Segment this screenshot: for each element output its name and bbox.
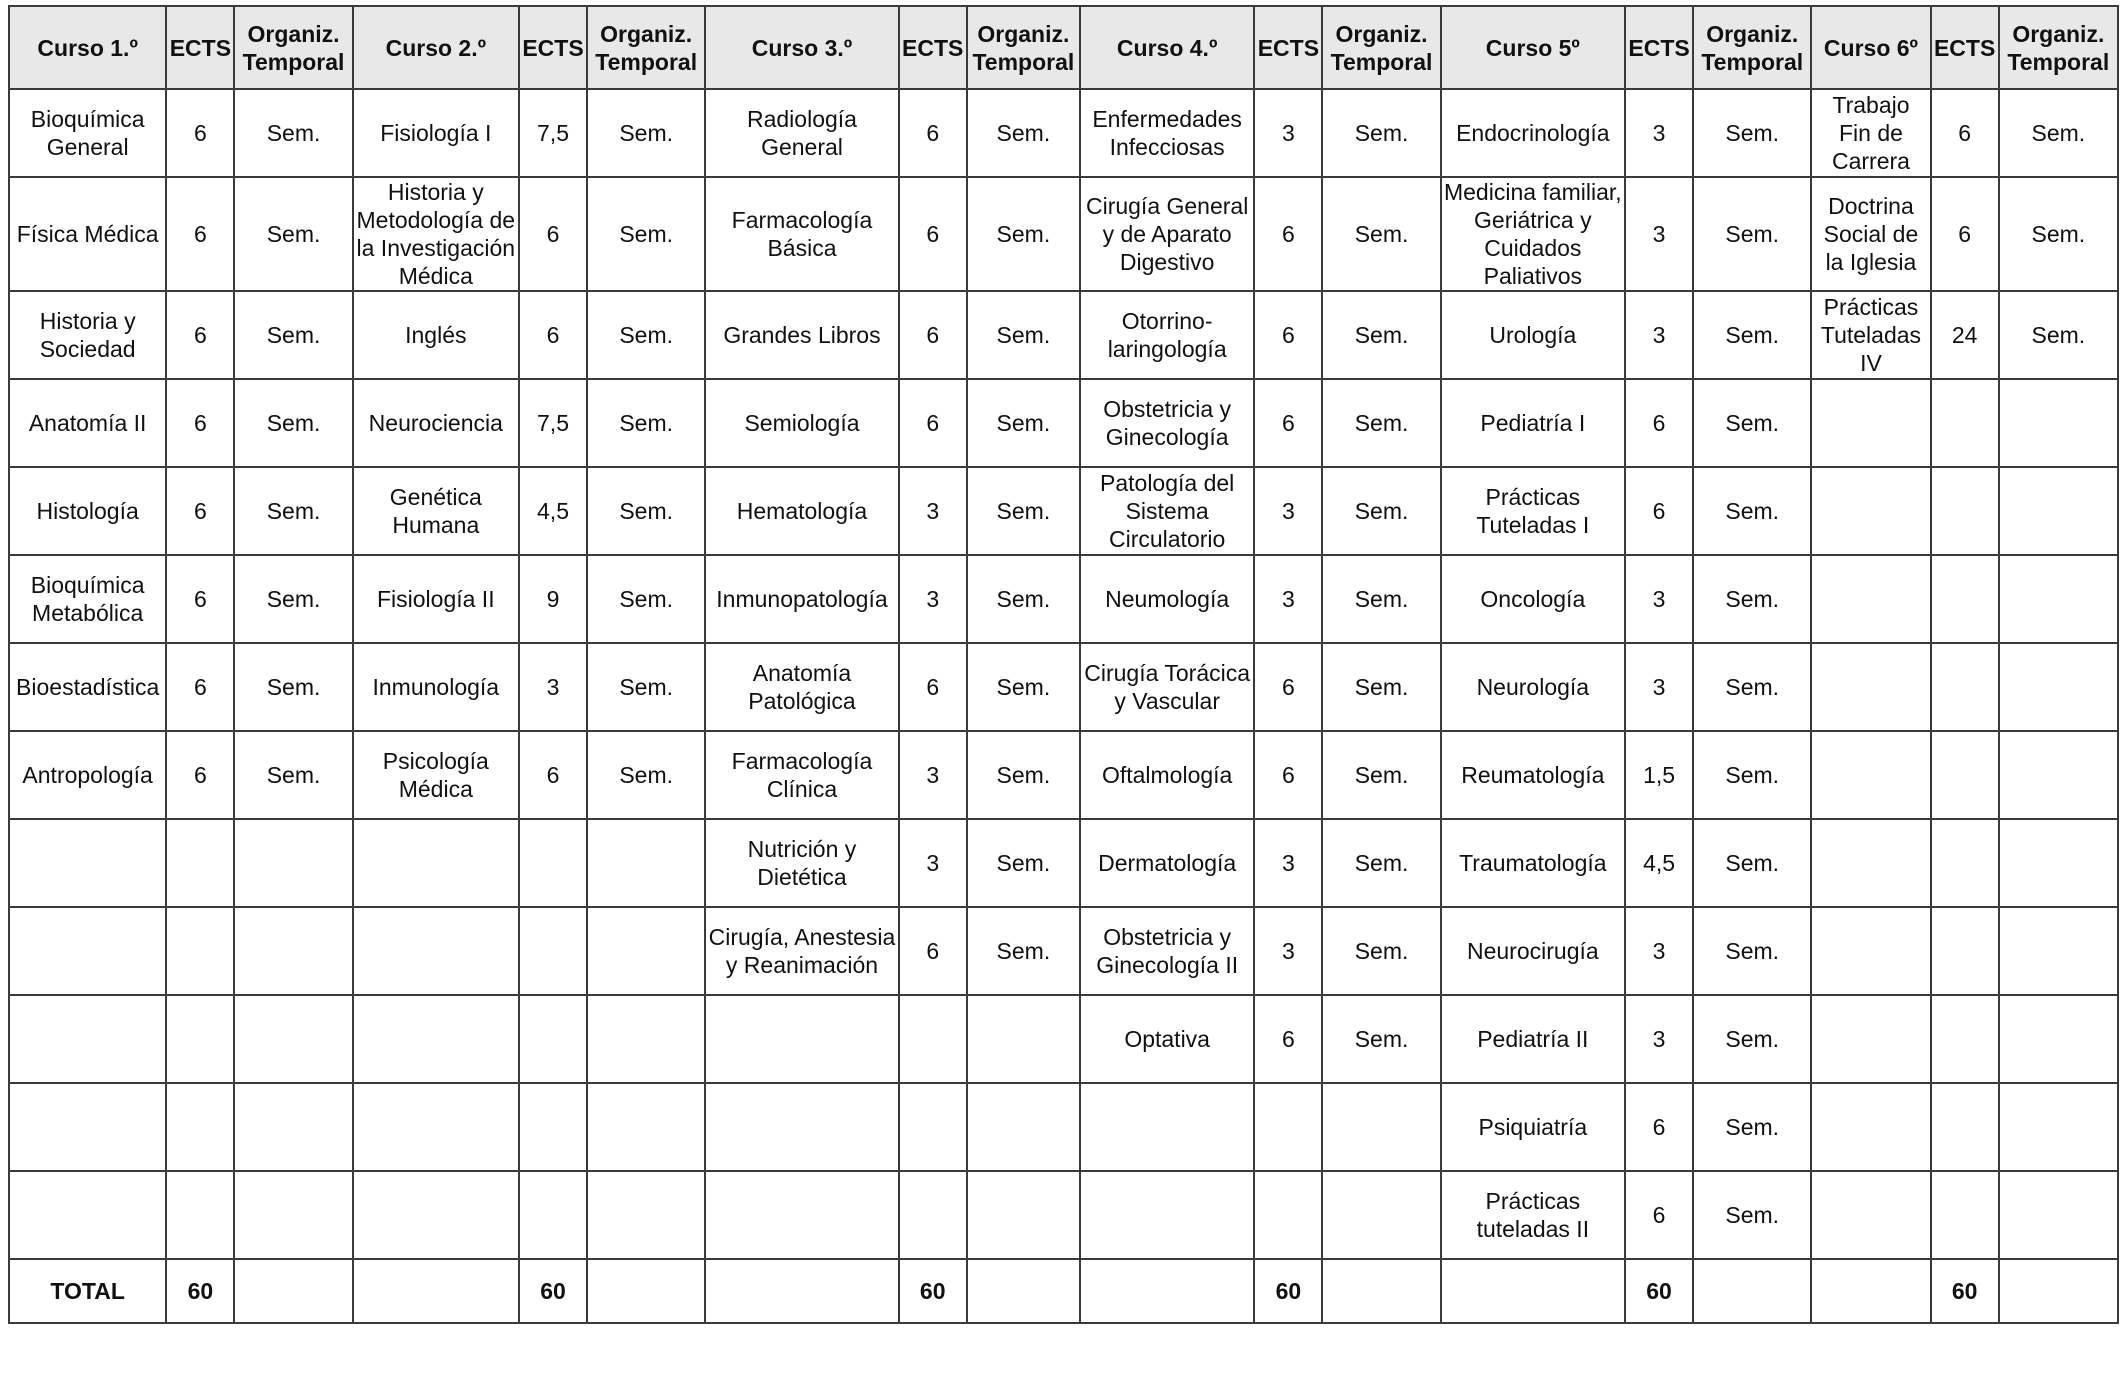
table-cell: Neurociencia	[353, 379, 519, 467]
table-row	[9, 555, 2118, 643]
table-cell: Sem.	[967, 819, 1080, 907]
table-cell	[1322, 1083, 1440, 1171]
table-cell: Sem.	[1693, 89, 1811, 177]
table-cell: Bioquímica Metabólica	[9, 555, 166, 643]
table-cell: 9	[519, 555, 587, 643]
table-cell: 7,5	[519, 89, 587, 177]
table-cell	[1811, 467, 1930, 555]
table-cell: Sem.	[234, 177, 352, 291]
table-row	[9, 1171, 2118, 1259]
total-cell: 60	[1625, 1259, 1693, 1323]
table-cell: Sem.	[1322, 731, 1440, 819]
table-cell	[234, 819, 352, 907]
table-cell	[353, 1083, 519, 1171]
table-cell: Anatomía Patológica	[705, 643, 898, 731]
table-cell: Sem.	[1999, 177, 2118, 291]
table-cell: 6	[1931, 89, 1999, 177]
table-cell	[1999, 907, 2118, 995]
table-cell: Obstetricia y Ginecología	[1080, 379, 1254, 467]
table-cell	[1931, 1083, 1999, 1171]
table-header	[9, 6, 2118, 89]
table-cell	[1811, 555, 1930, 643]
table-cell: Sem.	[587, 467, 705, 555]
table-cell: Farmacología Básica	[705, 177, 898, 291]
table-cell: Endocrinología	[1441, 89, 1625, 177]
table-cell: Sem.	[1322, 555, 1440, 643]
column-header: ECTS	[519, 6, 587, 89]
table-cell	[587, 995, 705, 1083]
table-cell: 7,5	[519, 379, 587, 467]
table-cell	[234, 1083, 352, 1171]
table-row	[9, 177, 2118, 291]
table-cell	[353, 907, 519, 995]
table-row	[9, 1083, 2118, 1171]
table-cell: 1,5	[1625, 731, 1693, 819]
table-cell	[519, 995, 587, 1083]
table-cell: 4,5	[1625, 819, 1693, 907]
table-cell	[1080, 1083, 1254, 1171]
table-cell	[353, 1171, 519, 1259]
table-cell: 6	[1625, 1171, 1693, 1259]
table-cell: Sem.	[967, 731, 1080, 819]
table-cell: Historia y Metodología de la Investigación Médica	[353, 177, 519, 291]
table-cell: Sem.	[1322, 643, 1440, 731]
column-header: Organiz. Temporal	[587, 6, 705, 89]
table-cell: Sem.	[1693, 1083, 1811, 1171]
table-cell: 6	[1254, 643, 1322, 731]
table-cell	[519, 1083, 587, 1171]
table-cell: Traumatología	[1441, 819, 1625, 907]
table-cell	[1931, 379, 1999, 467]
total-row	[9, 1259, 2118, 1323]
table-cell	[1931, 555, 1999, 643]
table-row	[9, 819, 2118, 907]
column-header: Organiz. Temporal	[1693, 6, 1811, 89]
table-cell: Psiquiatría	[1441, 1083, 1625, 1171]
table-row	[9, 379, 2118, 467]
table-cell	[166, 995, 234, 1083]
table-cell	[1811, 819, 1930, 907]
column-header: Organiz. Temporal	[1999, 6, 2118, 89]
total-cell	[1693, 1259, 1811, 1323]
table-cell: 3	[1625, 995, 1693, 1083]
table-cell: Sem.	[967, 291, 1080, 379]
table-cell: Sem.	[967, 89, 1080, 177]
table-cell: Sem.	[967, 379, 1080, 467]
table-row	[9, 467, 2118, 555]
table-cell: 6	[166, 467, 234, 555]
table-row	[9, 89, 2118, 177]
table-row	[9, 291, 2118, 379]
table-cell: 3	[899, 731, 967, 819]
table-cell: 6	[899, 291, 967, 379]
table-cell: 3	[1625, 89, 1693, 177]
table-cell	[353, 995, 519, 1083]
header-row	[9, 6, 2118, 89]
table-cell	[1999, 555, 2118, 643]
total-cell	[1441, 1259, 1625, 1323]
column-header: Organiz. Temporal	[967, 6, 1080, 89]
table-cell: Sem.	[587, 555, 705, 643]
table-cell	[587, 819, 705, 907]
table-cell: 3	[899, 467, 967, 555]
table-cell: Sem.	[234, 555, 352, 643]
table-cell: 3	[1625, 643, 1693, 731]
table-cell: Sem.	[234, 467, 352, 555]
table-cell	[1322, 1171, 1440, 1259]
total-cell	[1999, 1259, 2118, 1323]
table-cell: Sem.	[967, 643, 1080, 731]
total-cell	[234, 1259, 352, 1323]
column-header: Curso 3.º	[705, 6, 898, 89]
table-cell: 6	[166, 291, 234, 379]
table-cell	[1080, 1171, 1254, 1259]
table-cell: Doctrina Social de la Iglesia	[1811, 177, 1930, 291]
column-header: Curso 6º	[1811, 6, 1930, 89]
table-cell	[1931, 995, 1999, 1083]
total-cell	[587, 1259, 705, 1323]
table-cell: Sem.	[234, 291, 352, 379]
table-cell	[705, 1171, 898, 1259]
table-cell: Neumología	[1080, 555, 1254, 643]
table-cell: 6	[519, 291, 587, 379]
table-cell	[1931, 643, 1999, 731]
table-cell: 6	[1625, 467, 1693, 555]
table-cell: Sem.	[234, 379, 352, 467]
column-header: Organiz. Temporal	[1322, 6, 1440, 89]
table-row	[9, 643, 2118, 731]
table-cell: Histología	[9, 467, 166, 555]
table-cell: Nutrición y Dietética	[705, 819, 898, 907]
table-cell: Sem.	[1322, 819, 1440, 907]
table-cell	[1999, 819, 2118, 907]
table-cell	[1811, 1083, 1930, 1171]
table-cell	[1931, 819, 1999, 907]
table-cell	[234, 995, 352, 1083]
table-cell: Sem.	[1322, 995, 1440, 1083]
table-cell	[1931, 731, 1999, 819]
table-row	[9, 907, 2118, 995]
table-cell: Anatomía II	[9, 379, 166, 467]
table-cell: Sem.	[1322, 907, 1440, 995]
table-cell: Farmacología Clínica	[705, 731, 898, 819]
table-cell	[519, 819, 587, 907]
table-cell: Sem.	[1693, 467, 1811, 555]
table-cell: Antropología	[9, 731, 166, 819]
table-cell: 3	[1254, 907, 1322, 995]
table-cell: Cirugía Torácica y Vascular	[1080, 643, 1254, 731]
table-cell: Inmunología	[353, 643, 519, 731]
table-cell	[1999, 643, 2118, 731]
table-cell: Medicina familiar, Geriátrica y Cuidados Paliativos	[1441, 177, 1625, 291]
table-cell	[967, 1171, 1080, 1259]
table-cell	[587, 1083, 705, 1171]
table-cell: Sem.	[234, 89, 352, 177]
column-header: ECTS	[1625, 6, 1693, 89]
table-cell	[1999, 1171, 2118, 1259]
table-cell: 6	[166, 379, 234, 467]
table-cell	[9, 1171, 166, 1259]
table-cell: 6	[899, 643, 967, 731]
table-cell: Inglés	[353, 291, 519, 379]
table-cell: Sem.	[1693, 995, 1811, 1083]
table-cell: Psicología Médica	[353, 731, 519, 819]
total-cell: 60	[1931, 1259, 1999, 1323]
table-cell	[234, 907, 352, 995]
table-cell	[519, 907, 587, 995]
table-cell: Genética Humana	[353, 467, 519, 555]
column-header: Curso 5º	[1441, 6, 1625, 89]
table-cell	[587, 907, 705, 995]
table-cell: 6	[166, 555, 234, 643]
table-cell	[705, 1083, 898, 1171]
table-cell: Sem.	[967, 907, 1080, 995]
total-cell	[705, 1259, 898, 1323]
table-cell	[587, 1171, 705, 1259]
table-cell	[166, 1083, 234, 1171]
table-cell: 3	[1254, 89, 1322, 177]
table-cell: Prácticas Tuteladas IV	[1811, 291, 1930, 379]
table-cell: Oftalmología	[1080, 731, 1254, 819]
column-header: ECTS	[1254, 6, 1322, 89]
table-cell: Sem.	[1693, 819, 1811, 907]
table-cell: Reumatología	[1441, 731, 1625, 819]
table-cell	[899, 1083, 967, 1171]
total-cell	[1080, 1259, 1254, 1323]
table-cell	[1999, 379, 2118, 467]
table-cell: Neurocirugía	[1441, 907, 1625, 995]
table-cell	[1811, 643, 1930, 731]
table-cell: 3	[519, 643, 587, 731]
table-cell: Sem.	[1999, 89, 2118, 177]
table-cell: Sem.	[1322, 467, 1440, 555]
table-cell	[519, 1171, 587, 1259]
table-cell: Hematología	[705, 467, 898, 555]
table-cell: Cirugía General y de Aparato Digestivo	[1080, 177, 1254, 291]
table-cell: Pediatría II	[1441, 995, 1625, 1083]
table-cell: Obstetricia y Ginecología II	[1080, 907, 1254, 995]
table-cell: 6	[1254, 291, 1322, 379]
table-cell: 24	[1931, 291, 1999, 379]
table-body	[9, 89, 2118, 1259]
table-cell: 6	[1254, 177, 1322, 291]
table-cell	[1811, 1171, 1930, 1259]
total-cell: 60	[519, 1259, 587, 1323]
table-cell: Sem.	[234, 731, 352, 819]
table-cell: Sem.	[1322, 89, 1440, 177]
table-cell: Sem.	[587, 379, 705, 467]
table-cell: 3	[899, 555, 967, 643]
table-cell: Sem.	[587, 731, 705, 819]
table-cell	[1999, 467, 2118, 555]
table-cell: 3	[1254, 555, 1322, 643]
table-footer	[9, 1259, 2118, 1323]
table-cell: 6	[899, 177, 967, 291]
table-cell: Sem.	[1322, 291, 1440, 379]
table-cell: Sem.	[1693, 291, 1811, 379]
total-cell: 60	[899, 1259, 967, 1323]
table-cell: 6	[519, 177, 587, 291]
table-cell: Otorrino-laringología	[1080, 291, 1254, 379]
table-cell: 6	[899, 379, 967, 467]
table-cell	[166, 819, 234, 907]
table-cell: Fisiología I	[353, 89, 519, 177]
table-cell: Historia y Sociedad	[9, 291, 166, 379]
table-cell: 6	[166, 731, 234, 819]
table-cell: Física Médica	[9, 177, 166, 291]
column-header: ECTS	[166, 6, 234, 89]
column-header: Organiz. Temporal	[234, 6, 352, 89]
table-cell	[899, 995, 967, 1083]
table-cell: Trabajo Fin de Carrera	[1811, 89, 1930, 177]
table-cell	[9, 907, 166, 995]
table-row	[9, 995, 2118, 1083]
column-header: ECTS	[899, 6, 967, 89]
table-cell	[705, 995, 898, 1083]
table-cell: 3	[1625, 177, 1693, 291]
table-cell	[1254, 1171, 1322, 1259]
table-cell	[166, 1171, 234, 1259]
table-cell	[9, 995, 166, 1083]
table-cell: Sem.	[1693, 907, 1811, 995]
table-cell: Sem.	[1322, 379, 1440, 467]
table-cell: Inmunopatología	[705, 555, 898, 643]
table-cell: Sem.	[967, 177, 1080, 291]
table-cell: 3	[899, 819, 967, 907]
table-cell: Grandes Libros	[705, 291, 898, 379]
table-cell: Radiología General	[705, 89, 898, 177]
table-cell	[1999, 731, 2118, 819]
table-cell: 3	[1254, 467, 1322, 555]
table-cell: Sem.	[587, 89, 705, 177]
total-cell	[1811, 1259, 1930, 1323]
table-cell: Prácticas tuteladas II	[1441, 1171, 1625, 1259]
table-cell: Prácticas Tuteladas I	[1441, 467, 1625, 555]
table-cell: 6	[1254, 995, 1322, 1083]
table-cell	[1931, 467, 1999, 555]
table-cell: Optativa	[1080, 995, 1254, 1083]
table-cell	[899, 1171, 967, 1259]
table-cell	[1811, 907, 1930, 995]
table-cell: Sem.	[967, 467, 1080, 555]
table-cell: Sem.	[1693, 731, 1811, 819]
table-cell: Sem.	[967, 555, 1080, 643]
table-cell	[353, 819, 519, 907]
table-cell	[1999, 995, 2118, 1083]
table-cell: Urología	[1441, 291, 1625, 379]
table-cell	[1999, 1083, 2118, 1171]
table-cell: Sem.	[1322, 177, 1440, 291]
table-cell: 6	[1625, 1083, 1693, 1171]
table-cell	[166, 907, 234, 995]
table-cell: 4,5	[519, 467, 587, 555]
column-header: Curso 4.º	[1080, 6, 1254, 89]
table-cell: 6	[166, 89, 234, 177]
table-cell: Sem.	[234, 643, 352, 731]
study-plan-table	[8, 5, 2119, 1324]
column-header: Curso 2.º	[353, 6, 519, 89]
table-cell: 3	[1625, 555, 1693, 643]
table-cell: Neurología	[1441, 643, 1625, 731]
table-cell	[9, 1083, 166, 1171]
table-cell: 3	[1625, 907, 1693, 995]
table-cell: Patología del Sistema Circulatorio	[1080, 467, 1254, 555]
table-cell: 6	[519, 731, 587, 819]
total-cell: 60	[1254, 1259, 1322, 1323]
table-cell	[967, 1083, 1080, 1171]
table-cell: Semiología	[705, 379, 898, 467]
table-cell	[1254, 1083, 1322, 1171]
table-cell: 3	[1625, 291, 1693, 379]
table-cell: Cirugía, Anestesia y Reanimación	[705, 907, 898, 995]
column-header: Curso 1.º	[9, 6, 166, 89]
table-cell: Sem.	[587, 643, 705, 731]
table-cell: Sem.	[587, 177, 705, 291]
table-cell: Fisiología II	[353, 555, 519, 643]
table-cell: Sem.	[1999, 291, 2118, 379]
table-cell: 6	[166, 643, 234, 731]
table-row	[9, 731, 2118, 819]
table-cell: Sem.	[1693, 177, 1811, 291]
table-cell: 6	[166, 177, 234, 291]
table-cell: Bioestadística	[9, 643, 166, 731]
table-cell: Enfermedades Infecciosas	[1080, 89, 1254, 177]
table-cell: Sem.	[587, 291, 705, 379]
table-cell	[9, 819, 166, 907]
table-cell: Sem.	[1693, 555, 1811, 643]
table-cell: Dermatología	[1080, 819, 1254, 907]
total-label: TOTAL	[9, 1259, 166, 1323]
table-cell	[1931, 1171, 1999, 1259]
table-cell: Sem.	[1693, 379, 1811, 467]
table-cell: Sem.	[1693, 643, 1811, 731]
table-cell: 6	[1625, 379, 1693, 467]
table-cell: 6	[899, 89, 967, 177]
table-cell: Pediatría I	[1441, 379, 1625, 467]
table-cell	[1811, 995, 1930, 1083]
table-cell	[1931, 907, 1999, 995]
total-cell	[1322, 1259, 1440, 1323]
table-cell: 6	[899, 907, 967, 995]
total-cell	[967, 1259, 1080, 1323]
table-cell	[234, 1171, 352, 1259]
table-cell: Sem.	[1693, 1171, 1811, 1259]
table-cell: Bioquímica General	[9, 89, 166, 177]
table-cell: 6	[1254, 731, 1322, 819]
column-header: ECTS	[1931, 6, 1999, 89]
table-cell	[1811, 379, 1930, 467]
total-cell	[353, 1259, 519, 1323]
table-cell: 3	[1254, 819, 1322, 907]
table-cell	[967, 995, 1080, 1083]
table-cell: 6	[1931, 177, 1999, 291]
table-cell	[1811, 731, 1930, 819]
table-cell: 6	[1254, 379, 1322, 467]
total-cell: 60	[166, 1259, 234, 1323]
table-cell: Oncología	[1441, 555, 1625, 643]
